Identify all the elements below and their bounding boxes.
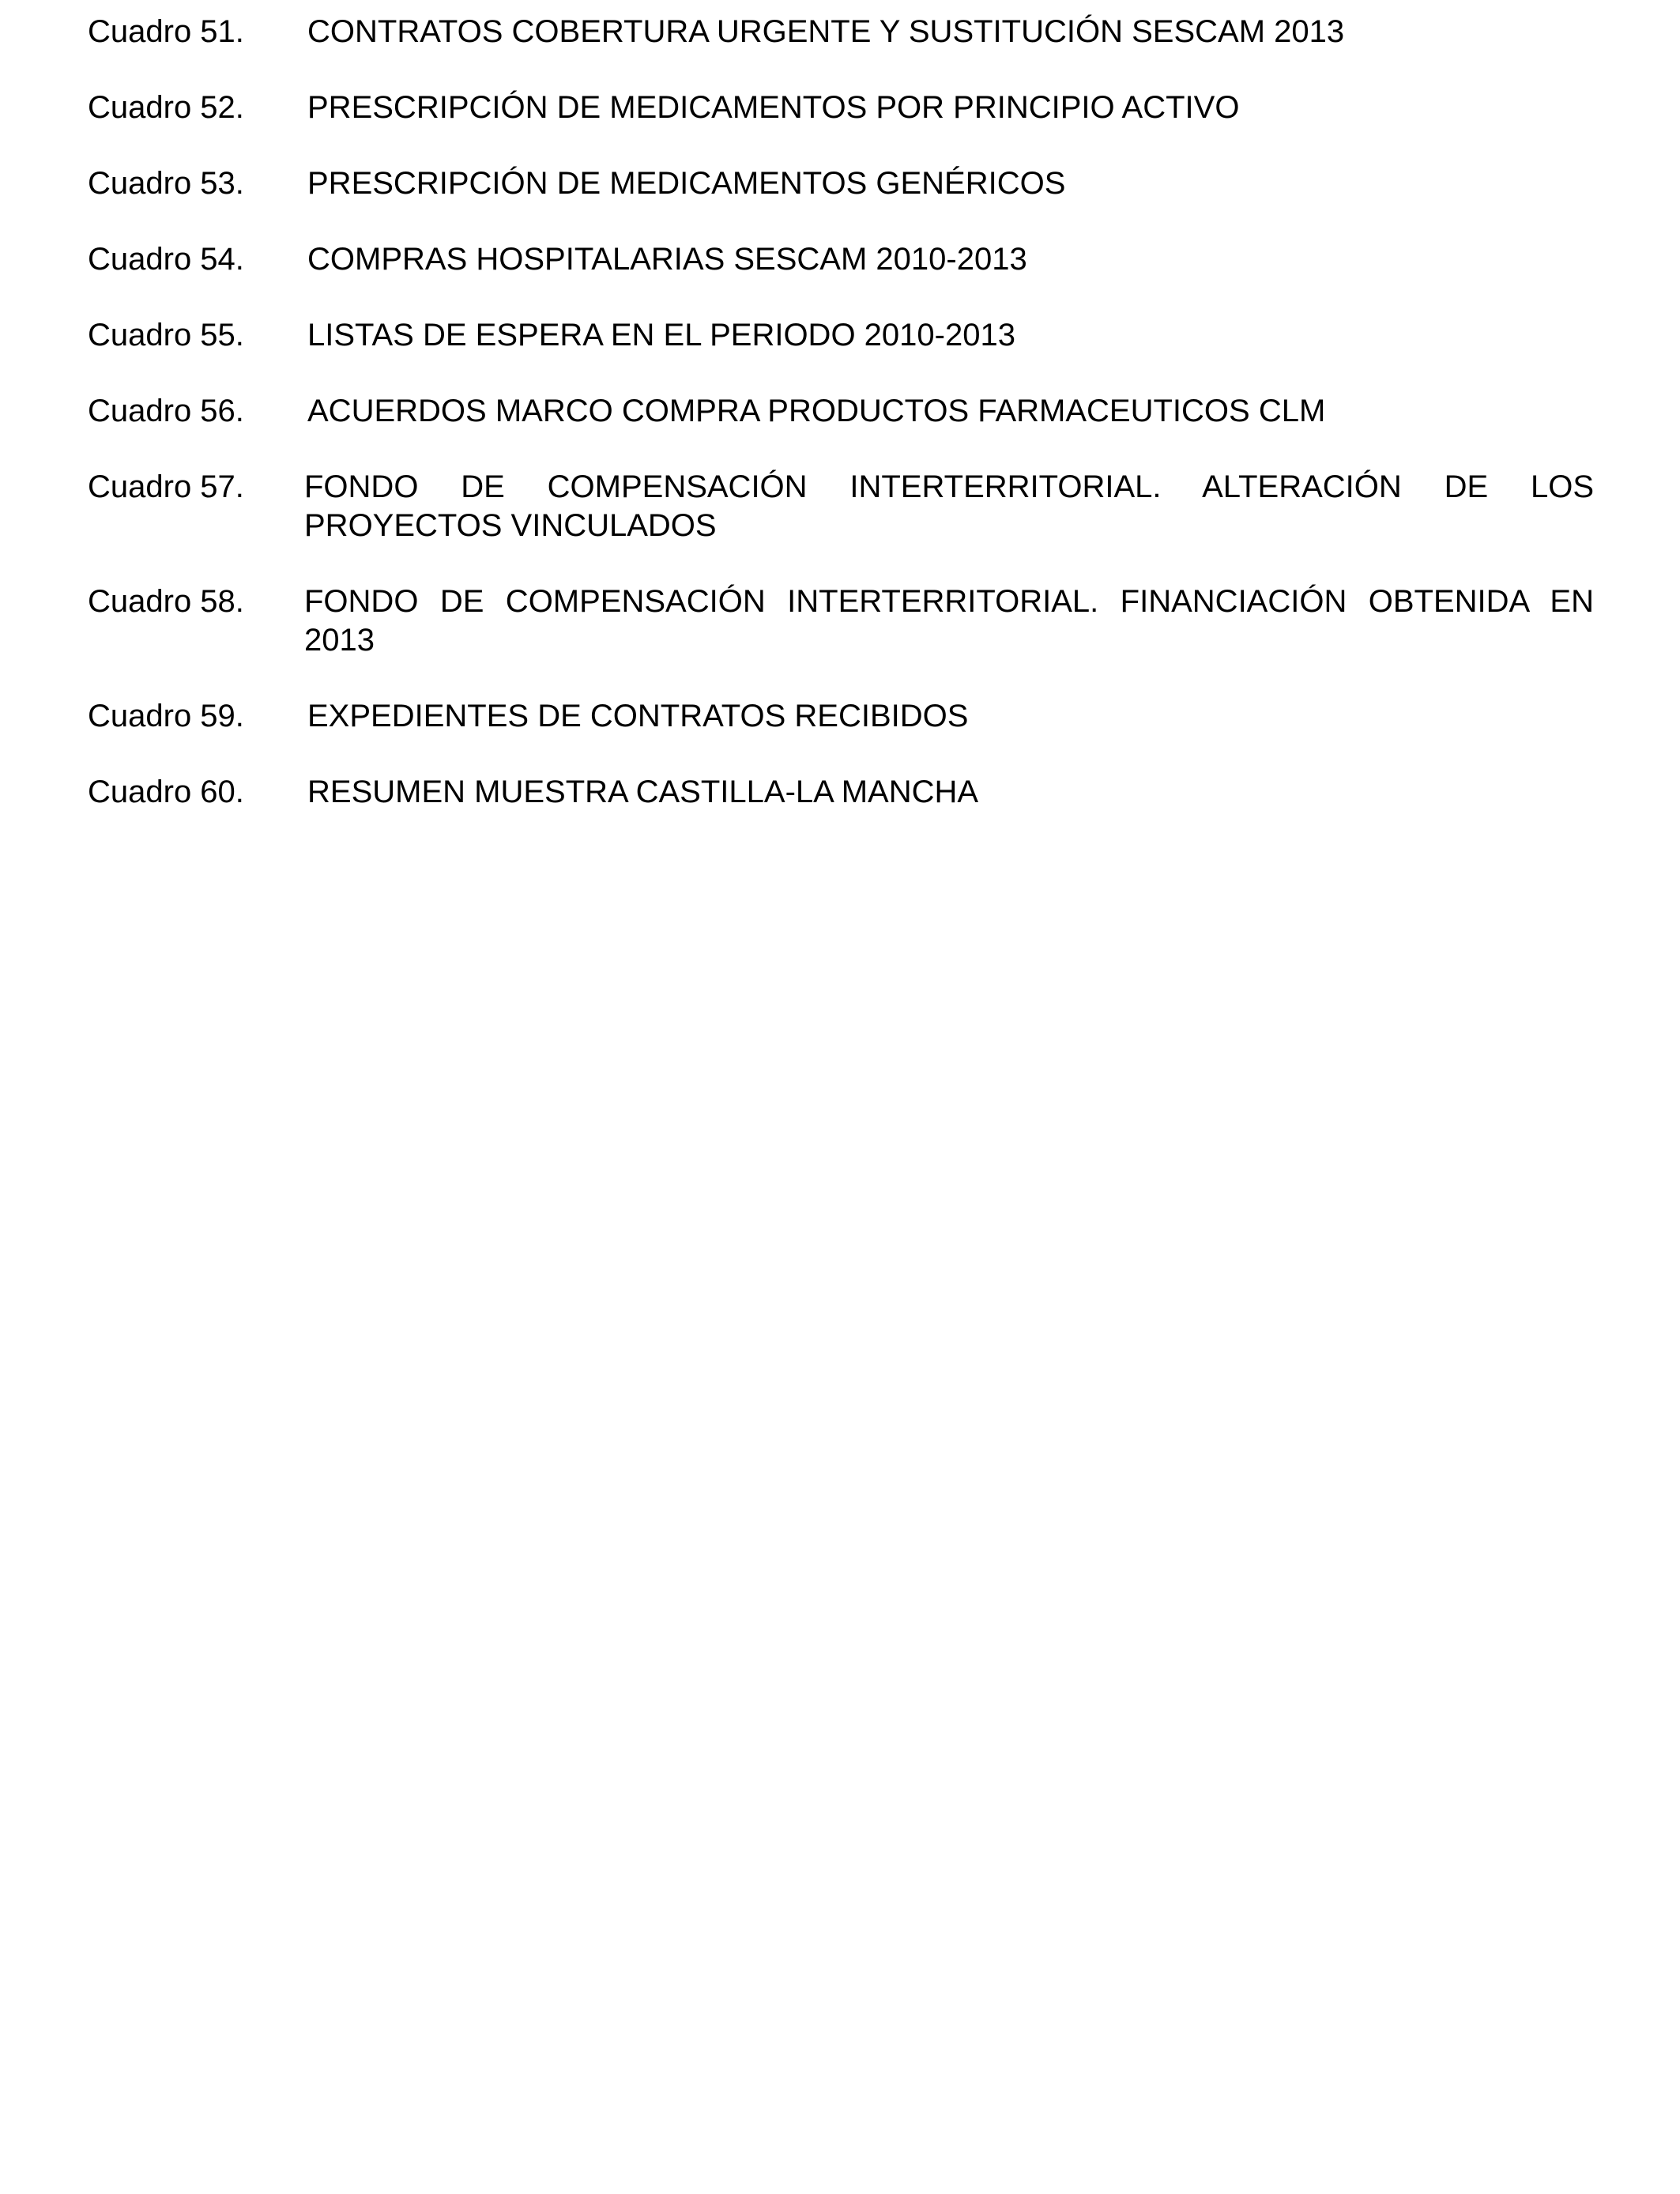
toc-entry-cuadro-56 <box>88 392 1594 431</box>
toc-entry-title: LISTAS DE ESPERA EN EL PERIODO 2010-2013 <box>307 318 1015 352</box>
toc-entry-title: FONDO DE COMPENSACIÓN INTERTERRITORIAL. FINANCIACIÓN OBTENIDA EN 2013 <box>304 584 1594 658</box>
toc-entry-title: EXPEDIENTES DE CONTRATOS RECIBIDOS <box>307 699 969 733</box>
toc-entry-label: Cuadro 60. <box>88 775 244 809</box>
toc-entry-cuadro-59 <box>88 697 1594 736</box>
toc-entry-title: PRESCRIPCIÓN DE MEDICAMENTOS POR PRINCIPIO ACTIVO <box>307 90 1240 125</box>
toc-entry-cuadro-60 <box>88 773 1594 812</box>
toc-entry-title: PRESCRIPCIÓN DE MEDICAMENTOS GENÉRICOS <box>307 166 1066 201</box>
toc-entry-cuadro-52 <box>88 89 1594 127</box>
toc-entry-label: Cuadro 59. <box>88 699 244 733</box>
toc-entry-label: Cuadro 55. <box>88 318 244 352</box>
toc-entry-cuadro-51 <box>88 13 1594 51</box>
toc-entry-title: FONDO DE COMPENSACIÓN INTERTERRITORIAL. ALTERACIÓN DE LOS PROYECTOS VINCULADOS <box>304 469 1594 543</box>
toc-entry-label: Cuadro 57. <box>88 469 244 504</box>
toc-entry-label: Cuadro 53. <box>88 166 244 201</box>
toc-entry-cuadro-53 <box>88 164 1594 203</box>
toc-entry-title: RESUMEN MUESTRA CASTILLA-LA MANCHA <box>307 775 979 809</box>
toc-entry-label: Cuadro 58. <box>88 584 244 619</box>
toc-entry-label: Cuadro 54. <box>88 242 244 277</box>
toc-entry-cuadro-55 <box>88 316 1594 355</box>
toc-entry-cuadro-57 <box>88 468 1594 545</box>
toc-entry-label: Cuadro 52. <box>88 90 244 125</box>
toc-entry-cuadro-54 <box>88 240 1594 279</box>
toc-entry-cuadro-58 <box>88 582 1594 660</box>
toc-entry-label: Cuadro 56. <box>88 394 244 428</box>
table-of-tables <box>88 13 1594 849</box>
toc-entry-label: Cuadro 51. <box>88 14 244 49</box>
toc-entry-title: COMPRAS HOSPITALARIAS SESCAM 2010-2013 <box>307 242 1027 277</box>
toc-entry-title: ACUERDOS MARCO COMPRA PRODUCTOS FARMACEUTICOS CLM <box>307 394 1326 428</box>
toc-entry-title: CONTRATOS COBERTURA URGENTE Y SUSTITUCIÓN SESCAM 2013 <box>307 14 1345 49</box>
